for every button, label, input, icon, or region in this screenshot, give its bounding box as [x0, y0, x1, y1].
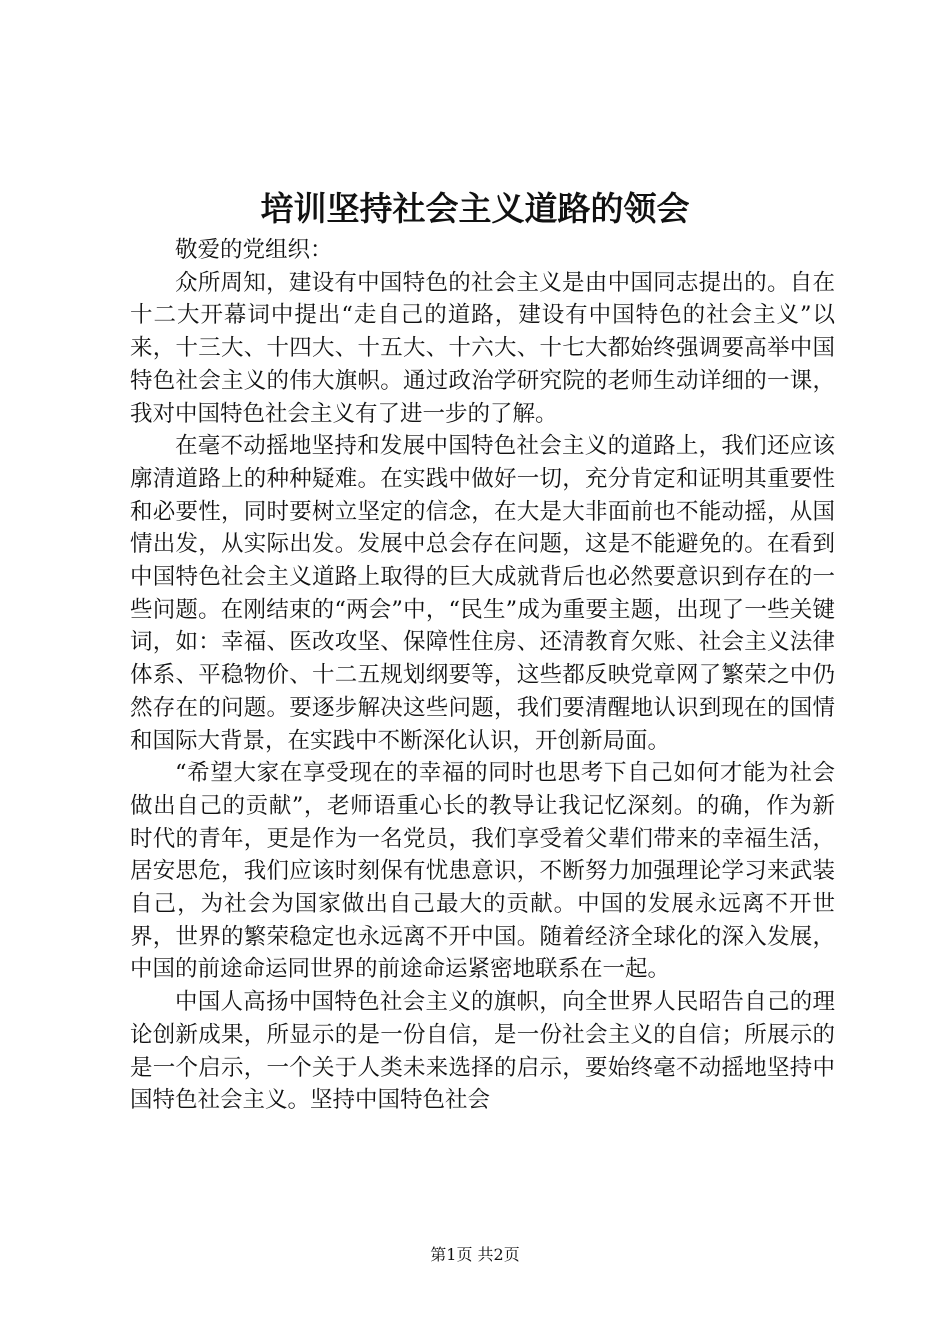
salutation: 敬爱的党组织： — [175, 237, 333, 263]
paragraph-3: “希望大家在享受现在的幸福的同时也思考下自己如何才能为社会做出自己的贡献”，老师语重心长的教导让我记忆深刻。的确，作为新时代的青年，更是作为一名党员，我们享受着父辈们带来的幸福生活，居安思危，我们应该时刻保有忧患意识，不断努力加强理论学习来武装自己，为社会为国家做出自己最大的贡献。中国的发展永远离不开世界，世界的繁荣稳定也永远离不开中国。随着经济全球化的深入发展，中国的前途命运同世界的前途命运紧密地联系在一起。 — [130, 760, 835, 983]
document-body — [130, 234, 835, 1117]
page-number-footer: 第1页 共2页 — [430, 1245, 520, 1264]
paragraph-1: 众所周知，建设有中国特色的社会主义是由中国同志提出的。自在十二大开幕词中提出“走自己的道路，建设有中国特色的社会主义”以来，十三大、十四大、十五大、十六大、十七大都始终强调要高举中国特色社会主义的伟大旗帜。通过政治学研究院的老师生动详细的一课，我对中国特色社会主义有了进一步的了解。 — [130, 269, 835, 427]
paragraph-4: 中国人高扬中国特色社会主义的旗帜，向全世界人民昭告自己的理论创新成果，所显示的是一份自信，是一份社会主义的自信；所展示的是一个启示，一个关于人类未来选择的启示，要始终毫不动摇地坚持中国特色社会主义。坚持中国特色社会 — [130, 989, 835, 1114]
paragraph-2: 在毫不动摇地坚持和发展中国特色社会主义的道路上，我们还应该廓清道路上的种种疑难。在实践中做好一切，充分肯定和证明其重要性和必要性，同时要树立坚定的信念，在大是大非面前也不能动摇，从国情出发，从实际出发。发展中总会存在问题，这是不能避免的。在看到中国特色社会主义道路上取得的巨大成就背后也必然要意识到存在的一些问题。在刚结束的“两会”中，“民生”成为重要主题，出现了一些关键词，如：幸福、医改攻坚、保障性住房、还清教育欠账、社会主义法律体系、平稳物价、十二五规划纲要等，这些都反映党章网了繁荣之中仍然存在的问题。要逐步解决这些问题，我们要清醒地认识到现在的国情和国际大背景，在实践中不断深化认识，开创新局面。 — [130, 433, 835, 754]
document-title: 培训坚持社会主义道路的领会 — [260, 189, 690, 228]
